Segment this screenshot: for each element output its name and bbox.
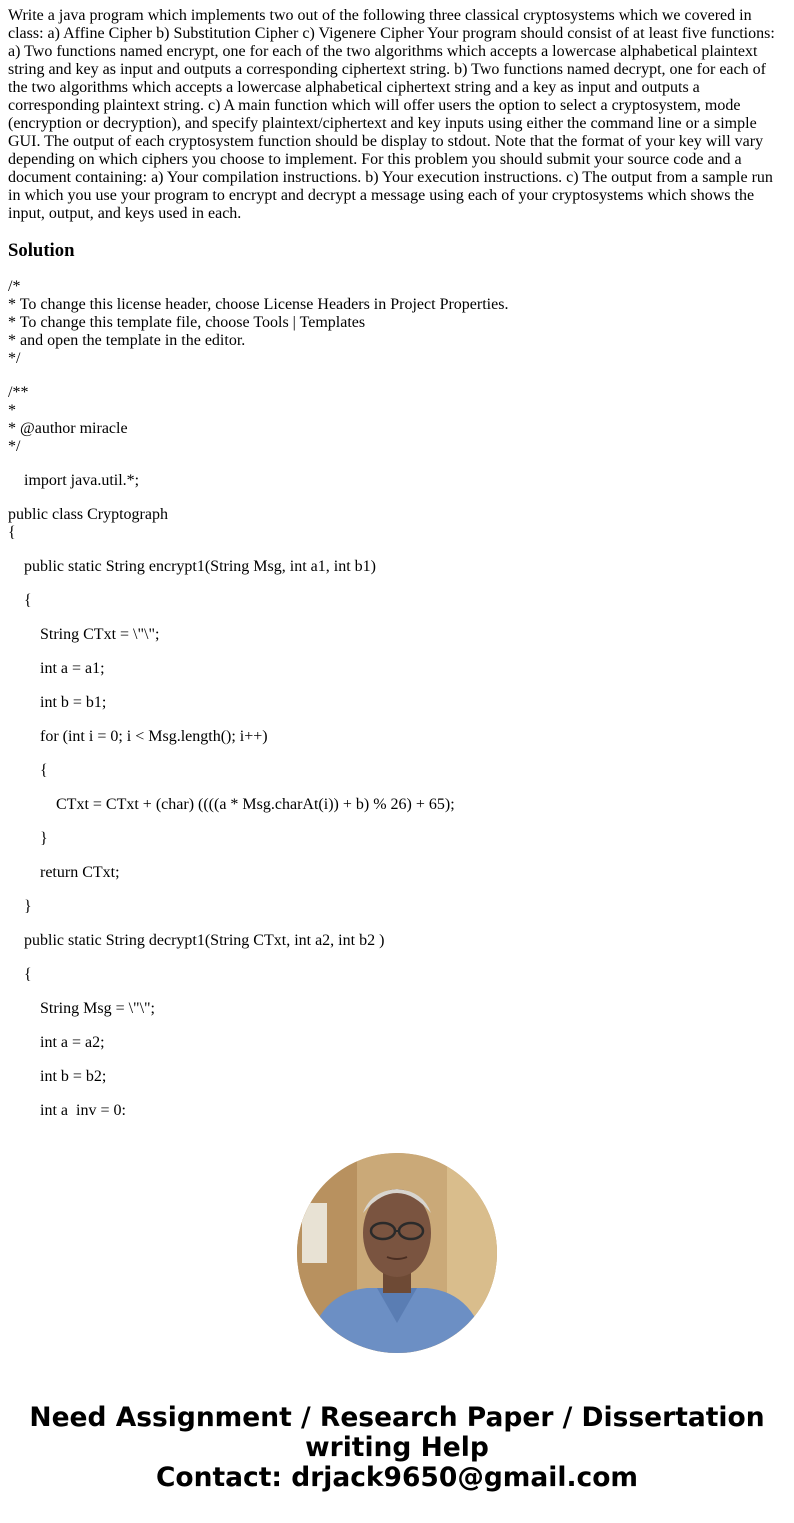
comment-line: * To change this license header, choose License Headers in Project Properties. [8,296,509,313]
comment-line: */ [8,350,21,367]
code-line-for-loop: for (int i = 0; i < Msg.length(); i++) [8,728,268,745]
code-line-decrypt-sig: public static String decrypt1(String CTxt, int a2, int b2 ) [8,932,385,949]
question-text: Write a java program which implements two out of the following three classical cryptosystems which we covered in class: a) Affine Cipher b) Substitution Cipher c) Vigenere Cipher Your program should consist of at least five functions: a) Two functions named encrypt, one for each of the two algorithms which accepts a lowercase alphabetical plaintext string and key as input and outputs a corresponding ciphertext string. b) Two functions named decrypt, one for each of the two algorithms which accepts a lowercase alphabetical ciphertext string and a key as input and outputs a corresponding plaintext string. c) A main function which will offer users the option to select a cryptosystem, mode (encryption or decryption), and specify plaintext/ciphertext and key inputs using either the command line or a simple GUI. The output of each cryptosystem function should be display to stdout. Note that the format of your key will vary depending on which ciphers you choose to implement. For this problem you should submit your source code and a document containing: a) Your compilation instructions. b) Your execution instructions. c) The output from a sample run in which you use your program to encrypt and decrypt a message using each of your cryptosystems which shows the input, output, and keys used in each. [8,7,775,222]
code-line-class-open: { [8,524,16,541]
comment-line: */ [8,438,21,455]
code-line-enc-a: int a = a1; [8,660,105,677]
code-line-msg-init: String Msg = \"\"; [8,1000,155,1017]
promo-banner [0,1403,794,1493]
comment-line: * @author miracle [8,420,128,437]
promo-contact: Contact: drjack9650@gmail.com [155,1462,639,1493]
avatar [297,1153,497,1353]
comment-line: /* [8,278,21,295]
document-content [8,7,780,1136]
comment-line: /** [8,384,29,401]
code-line-encrypt-open: { [8,592,32,609]
code-line-encrypt-sig: public static String encrypt1(String Msg, int a1, int b1) [8,558,376,575]
promo-line: Need Assignment / Research Paper / Dissertation [29,1402,765,1433]
avatar-portrait [297,1153,497,1353]
solution-heading: Solution [8,240,75,261]
comment-line: * To change this template file, choose Tools | Templates [8,314,366,331]
code-line-enc-b: int b = b1; [8,694,107,711]
code-block [8,472,780,1120]
code-line-inv: int a inv = 0: [8,1102,126,1119]
code-line-ctxt-init: String CTxt = \"\"; [8,626,160,643]
code-line-for-close: } [8,830,48,847]
code-line-dec-b: int b = b2; [8,1068,107,1085]
comment-line: * [8,402,16,419]
promo-line: writing Help [305,1432,489,1463]
code-line-class-decl: public class Cryptograph [8,506,168,523]
author-comment [8,384,780,456]
code-line-ctxt-update: CTxt = CTxt + (char) ((((a * Msg.charAt(i)) + b) % 26) + 65); [8,796,455,813]
code-line-return-ctxt: return CTxt; [8,864,120,881]
code-line-decrypt-open: { [8,966,32,983]
code-line-dec-a: int a = a2; [8,1034,105,1051]
comment-line: * and open the template in the editor. [8,332,246,349]
license-comment [8,278,780,368]
code-line-import: import java.util.*; [8,472,140,489]
code-line-encrypt-close: } [8,898,32,915]
code-line-for-open: { [8,762,48,779]
